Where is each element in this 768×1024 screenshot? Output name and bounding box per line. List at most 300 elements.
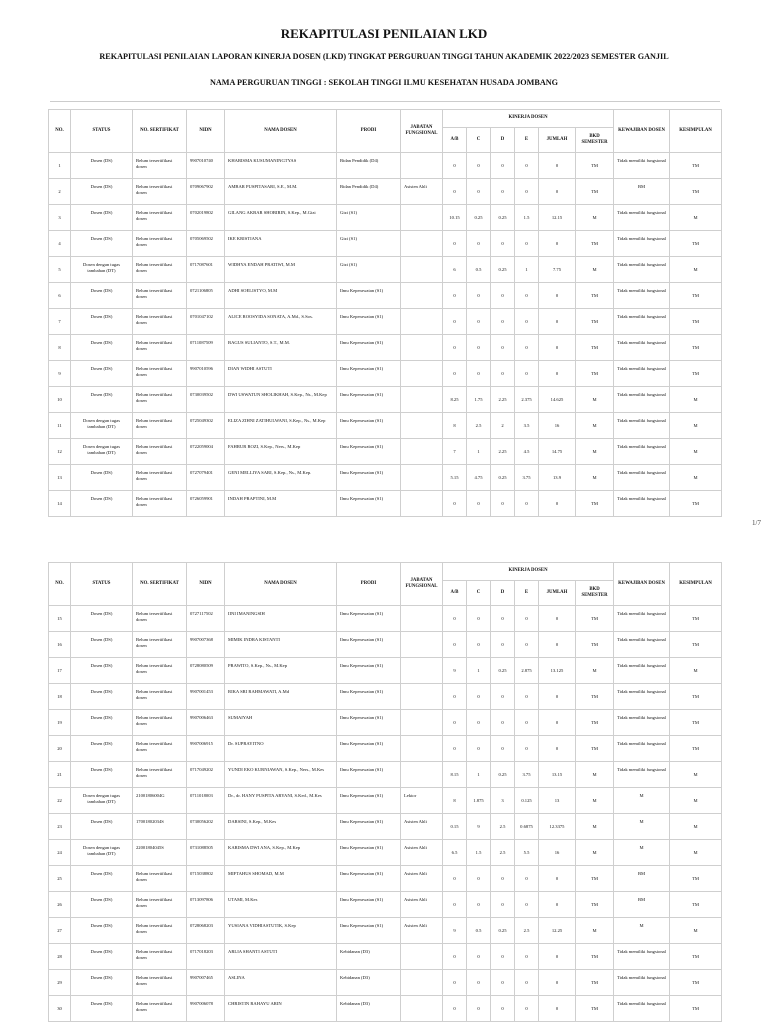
cell-ab: 9 — [443, 658, 467, 684]
table-row — [49, 632, 722, 658]
cell-no: 20 — [49, 736, 71, 762]
cell-kesimpulan: TM — [670, 970, 722, 996]
header-status: STATUS — [71, 563, 133, 606]
cell-nidn: 0721106805 — [187, 283, 225, 309]
table-row — [49, 361, 722, 387]
cell-jumlah: 12.15 — [539, 205, 576, 231]
cell-jabatan — [401, 684, 443, 710]
cell-kesimpulan: TM — [670, 153, 722, 179]
cell-nidn: 0722059004 — [187, 439, 225, 465]
cell-prodi: Ilmu Keperawatan (S1) — [337, 335, 401, 361]
cell-kesimpulan: TM — [670, 944, 722, 970]
cell-nidn: 0711018003 — [187, 788, 225, 814]
cell-prodi: Ilmu Keperawatan (S1) — [337, 309, 401, 335]
cell-c: 0 — [467, 632, 491, 658]
cell-d: 2.5 — [491, 814, 515, 840]
cell-kewajiban: M — [614, 840, 670, 866]
lkd-table-page-1 — [48, 109, 722, 517]
cell-c: 0 — [467, 335, 491, 361]
cell-d: 0.25 — [491, 205, 515, 231]
cell-kewajiban: Tidak memiliki fungsional — [614, 710, 670, 736]
cell-nama: ELIZA ZIHNI ZATIHULWANI, S.Kep., Ns., M.Kep — [225, 413, 337, 439]
cell-nidn: 0730039502 — [187, 387, 225, 413]
cell-e: 0 — [515, 179, 539, 205]
cell-nama: GENI MELLIYA SARI, S.Kep., Ns., M.Kep. — [225, 465, 337, 491]
cell-ab: 0 — [443, 944, 467, 970]
cell-nama: RIKA SRI RAHMAWATI, A.Md — [225, 684, 337, 710]
cell-d: 0 — [491, 892, 515, 918]
table-row — [49, 413, 722, 439]
cell-e: 0 — [515, 944, 539, 970]
cell-status: Dosen (DS) — [71, 710, 133, 736]
cell-kesimpulan: TM — [670, 491, 722, 517]
cell-ab: 0 — [443, 632, 467, 658]
cell-nidn: 0728068203 — [187, 918, 225, 944]
cell-c: 0 — [467, 491, 491, 517]
cell-no: 2 — [49, 179, 71, 205]
cell-jabatan — [401, 231, 443, 257]
cell-jabatan — [401, 491, 443, 517]
table-row — [49, 231, 722, 257]
table-row — [49, 892, 722, 918]
cell-kesimpulan: M — [670, 439, 722, 465]
cell-kewajiban: Tidak memiliki fungsional — [614, 606, 670, 632]
cell-c: 0 — [467, 944, 491, 970]
cell-jumlah: 0 — [539, 309, 576, 335]
cell-kesimpulan: M — [670, 788, 722, 814]
cell-nama: IKE KRISTIANA — [225, 231, 337, 257]
table-row — [49, 866, 722, 892]
cell-sertifikat: Belum tersertifikasi dosen — [133, 866, 187, 892]
cell-sertifikat: Belum tersertifikasi dosen — [133, 918, 187, 944]
header-e: E — [515, 128, 539, 153]
cell-status: Dosen dengan tugas tambahan (DT) — [71, 439, 133, 465]
cell-prodi: Ilmu Keperawatan (S1) — [337, 866, 401, 892]
cell-no: 30 — [49, 996, 71, 1022]
header-kinerja: KINERJA DOSEN — [443, 110, 614, 128]
cell-jumlah: 0 — [539, 944, 576, 970]
cell-nama: MIFTAHUS SHOMAD, M.M — [225, 866, 337, 892]
cell-status: Dosen (DS) — [71, 736, 133, 762]
cell-d: 0 — [491, 710, 515, 736]
cell-c: 2.5 — [467, 413, 491, 439]
cell-status: Dosen (DS) — [71, 491, 133, 517]
cell-jumlah: 7.75 — [539, 257, 576, 283]
cell-nama: WIDHYA ENDAH PRATIWI, M.M — [225, 257, 337, 283]
cell-jumlah: 13 — [539, 788, 576, 814]
cell-kewajiban: Tidak memiliki fungsional — [614, 970, 670, 996]
cell-nidn: 0715038802 — [187, 866, 225, 892]
table-row — [49, 606, 722, 632]
cell-nidn: 0730056202 — [187, 814, 225, 840]
header-bkd: BKD SEMESTER — [576, 128, 614, 153]
cell-prodi: Ilmu Keperawatan (S1) — [337, 465, 401, 491]
cell-e: 3.75 — [515, 465, 539, 491]
cell-jabatan — [401, 944, 443, 970]
cell-prodi: Ilmu Keperawatan (S1) — [337, 710, 401, 736]
cell-nama: DWI USWATUN SHOLIKHAH, S.Kep., Ns., M.Kep — [225, 387, 337, 413]
table-row — [49, 439, 722, 465]
cell-bkd: TM — [576, 970, 614, 996]
cell-kewajiban: Tidak memiliki fungsional — [614, 205, 670, 231]
cell-jabatan — [401, 283, 443, 309]
header-nidn: NIDN — [187, 563, 225, 606]
header-nidn: NIDN — [187, 110, 225, 153]
cell-e: 0 — [515, 892, 539, 918]
cell-prodi: Ilmu Keperawatan (S1) — [337, 736, 401, 762]
cell-sertifikat: Belum tersertifikasi dosen — [133, 413, 187, 439]
cell-e: 0.6875 — [515, 814, 539, 840]
cell-d: 0 — [491, 153, 515, 179]
table-row — [49, 205, 722, 231]
cell-e: 2.875 — [515, 658, 539, 684]
table-row — [49, 309, 722, 335]
cell-d: 2.25 — [491, 439, 515, 465]
cell-kesimpulan: M — [670, 658, 722, 684]
cell-d: 2 — [491, 413, 515, 439]
cell-ab: 10.15 — [443, 205, 467, 231]
cell-c: 0 — [467, 309, 491, 335]
cell-kesimpulan: M — [670, 918, 722, 944]
cell-d: 0 — [491, 283, 515, 309]
table-row — [49, 465, 722, 491]
cell-ab: 5.15 — [443, 465, 467, 491]
cell-e: 0 — [515, 606, 539, 632]
cell-jumlah: 0 — [539, 283, 576, 309]
cell-status: Dosen dengan tugas tambahan (DT) — [71, 788, 133, 814]
cell-jumlah: 12.25 — [539, 918, 576, 944]
cell-kesimpulan: TM — [670, 606, 722, 632]
header-kewajiban: KEWAJIBAN DOSEN — [614, 563, 670, 606]
cell-e: 0 — [515, 866, 539, 892]
cell-prodi: Kebidanan (D3) — [337, 970, 401, 996]
cell-bkd: TM — [576, 309, 614, 335]
cell-no: 26 — [49, 892, 71, 918]
cell-nama: KHARISMA KUSUMANINGTYAS — [225, 153, 337, 179]
cell-bkd: TM — [576, 606, 614, 632]
cell-status: Dosen (DS) — [71, 996, 133, 1022]
cell-status: Dosen (DS) — [71, 283, 133, 309]
cell-jabatan: Asisten Ahli — [401, 866, 443, 892]
cell-c: 1 — [467, 658, 491, 684]
institution-name: NAMA PERGURUAN TINGGI : SEKOLAH TINGGI ILMU KESEHATAN HUSADA JOMBANG — [209, 78, 559, 87]
cell-sertifikat: 21001806004G — [133, 788, 187, 814]
cell-d: 0 — [491, 632, 515, 658]
cell-jabatan — [401, 335, 443, 361]
cell-nidn: 9907006915 — [187, 736, 225, 762]
cell-sertifikat: Belum tersertifikasi dosen — [133, 179, 187, 205]
header-d: D — [491, 128, 515, 153]
cell-e: 0 — [515, 231, 539, 257]
cell-e: 0 — [515, 632, 539, 658]
cell-ab: 6 — [443, 257, 467, 283]
cell-jumlah: 0 — [539, 684, 576, 710]
cell-e: 0 — [515, 996, 539, 1022]
cell-ab: 0 — [443, 684, 467, 710]
cell-jabatan: Lektor — [401, 788, 443, 814]
cell-prodi: Ilmu Keperawatan (S1) — [337, 892, 401, 918]
cell-kesimpulan: TM — [670, 335, 722, 361]
cell-sertifikat: Belum tersertifikasi dosen — [133, 387, 187, 413]
cell-c: 0 — [467, 231, 491, 257]
cell-sertifikat: Belum tersertifikasi dosen — [133, 361, 187, 387]
cell-nidn: 0702019802 — [187, 205, 225, 231]
table-row — [49, 710, 722, 736]
cell-prodi: Ilmu Keperawatan (S1) — [337, 788, 401, 814]
cell-nama: PRAWITO, S.Kep., Ns., M.Kep — [225, 658, 337, 684]
cell-kewajiban: Tidak memiliki fungsional — [614, 361, 670, 387]
cell-nidn: 9907010596 — [187, 361, 225, 387]
cell-nama: BAGUS SULIANTO, S.T., M.M. — [225, 335, 337, 361]
cell-d: 0 — [491, 970, 515, 996]
cell-kesimpulan: TM — [670, 179, 722, 205]
report-title: REKAPITULASI PENILAIAN LKD — [280, 26, 488, 41]
header-prodi: PRODI — [337, 563, 401, 606]
cell-nidn: 0711087509 — [187, 335, 225, 361]
cell-no: 18 — [49, 684, 71, 710]
cell-sertifikat: 22001804045S — [133, 840, 187, 866]
cell-nama: Dr., dr. HANY PUSPITA ARYANI, S.Ked., M.Kes — [225, 788, 337, 814]
cell-nama: DARSINI, S.Kep., M.Kes — [225, 814, 337, 840]
cell-jabatan — [401, 465, 443, 491]
header-no: NO. — [49, 110, 71, 153]
cell-status: Dosen (DS) — [71, 632, 133, 658]
cell-ab: 0 — [443, 970, 467, 996]
cell-no: 4 — [49, 231, 71, 257]
cell-e: 2.5 — [515, 918, 539, 944]
cell-nidn: 0709067902 — [187, 179, 225, 205]
header-no: NO. — [49, 563, 71, 606]
header-kewajiban: KEWAJIBAN DOSEN — [614, 110, 670, 153]
cell-e: 3.5 — [515, 413, 539, 439]
cell-status: Dosen (DS) — [71, 387, 133, 413]
cell-no: 12 — [49, 439, 71, 465]
cell-c: 1.5 — [467, 840, 491, 866]
cell-kewajiban: Tidak memiliki fungsional — [614, 491, 670, 517]
cell-status: Dosen (DS) — [71, 918, 133, 944]
cell-e: 5.5 — [515, 840, 539, 866]
cell-kewajiban: Tidak memiliki fungsional — [614, 153, 670, 179]
cell-no: 21 — [49, 762, 71, 788]
cell-nidn: 9907007368 — [187, 632, 225, 658]
cell-sertifikat: Belum tersertifikasi dosen — [133, 465, 187, 491]
cell-d: 2.5 — [491, 840, 515, 866]
cell-sertifikat: Belum tersertifikasi dosen — [133, 153, 187, 179]
cell-jumlah: 0 — [539, 153, 576, 179]
cell-e: 0 — [515, 491, 539, 517]
cell-jabatan: Asisten Ahli — [401, 814, 443, 840]
cell-status: Dosen (DS) — [71, 309, 133, 335]
table-row — [49, 840, 722, 866]
cell-sertifikat: Belum tersertifikasi dosen — [133, 762, 187, 788]
cell-kewajiban: Tidak memiliki fungsional — [614, 439, 670, 465]
cell-ab: 0 — [443, 361, 467, 387]
cell-bkd: TM — [576, 996, 614, 1022]
cell-jumlah: 0 — [539, 970, 576, 996]
table-row — [49, 153, 722, 179]
cell-no: 17 — [49, 658, 71, 684]
cell-c: 1 — [467, 439, 491, 465]
cell-prodi: Ilmu Keperawatan (S1) — [337, 491, 401, 517]
cell-bkd: TM — [576, 361, 614, 387]
cell-no: 16 — [49, 632, 71, 658]
cell-no: 11 — [49, 413, 71, 439]
cell-sertifikat: Belum tersertifikasi dosen — [133, 996, 187, 1022]
cell-c: 1 — [467, 762, 491, 788]
cell-status: Dosen (DS) — [71, 231, 133, 257]
cell-nidn: 0726059901 — [187, 491, 225, 517]
cell-kewajiban: Tidak memiliki fungsional — [614, 762, 670, 788]
cell-jumlah: 13.125 — [539, 658, 576, 684]
table-header — [49, 563, 722, 606]
cell-prodi: Bidan Pendidik (D4) — [337, 153, 401, 179]
cell-nama: AMBAR PUSPITASARI, S.E., M.M. — [225, 179, 337, 205]
header-e: E — [515, 581, 539, 606]
cell-prodi: Ilmu Keperawatan (S1) — [337, 283, 401, 309]
cell-kewajiban: Tidak memiliki fungsional — [614, 996, 670, 1022]
cell-status: Dosen (DS) — [71, 153, 133, 179]
cell-nidn: 0701047102 — [187, 309, 225, 335]
cell-ab: 0 — [443, 335, 467, 361]
cell-bkd: TM — [576, 892, 614, 918]
cell-no: 7 — [49, 309, 71, 335]
header-kesimpulan: KESIMPULAN — [670, 563, 722, 606]
cell-c: 0.25 — [467, 205, 491, 231]
cell-bkd: TM — [576, 632, 614, 658]
cell-kesimpulan: TM — [670, 684, 722, 710]
cell-nidn: 9907006078 — [187, 996, 225, 1022]
cell-no: 5 — [49, 257, 71, 283]
cell-kesimpulan: M — [670, 257, 722, 283]
cell-bkd: M — [576, 658, 614, 684]
cell-jabatan — [401, 606, 443, 632]
cell-jumlah: 0 — [539, 491, 576, 517]
cell-jabatan — [401, 153, 443, 179]
cell-nidn: 9907001453 — [187, 684, 225, 710]
cell-prodi: Ilmu Keperawatan (S1) — [337, 361, 401, 387]
cell-d: 0 — [491, 606, 515, 632]
cell-nama: YUNDI EKO KURNIAWAN, S.Kep., Ners., M.Kes — [225, 762, 337, 788]
cell-jumlah: 14.625 — [539, 387, 576, 413]
cell-prodi: Ilmu Keperawatan (S1) — [337, 762, 401, 788]
cell-jumlah: 16 — [539, 840, 576, 866]
cell-prodi: Ilmu Keperawatan (S1) — [337, 632, 401, 658]
cell-status: Dosen (DS) — [71, 892, 133, 918]
cell-kesimpulan: TM — [670, 632, 722, 658]
cell-bkd: TM — [576, 684, 614, 710]
table-row — [49, 918, 722, 944]
header-status: STATUS — [71, 110, 133, 153]
cell-nama: UTAMI, M.Kes — [225, 892, 337, 918]
cell-e: 0 — [515, 710, 539, 736]
cell-no: 10 — [49, 387, 71, 413]
cell-nidn: 0727079401 — [187, 465, 225, 491]
cell-no: 19 — [49, 710, 71, 736]
cell-sertifikat: Belum tersertifikasi dosen — [133, 231, 187, 257]
cell-kewajiban: BM — [614, 179, 670, 205]
cell-d: 0.25 — [491, 762, 515, 788]
cell-e: 0 — [515, 283, 539, 309]
cell-ab: 0.15 — [443, 814, 467, 840]
cell-status: Dosen (DS) — [71, 944, 133, 970]
header-c: C — [467, 581, 491, 606]
cell-ab: 0 — [443, 996, 467, 1022]
cell-status: Dosen (DS) — [71, 606, 133, 632]
cell-d: 0 — [491, 231, 515, 257]
cell-nidn: 9907006463 — [187, 710, 225, 736]
cell-bkd: TM — [576, 231, 614, 257]
cell-bkd: TM — [576, 283, 614, 309]
cell-jumlah: 12.3375 — [539, 814, 576, 840]
cell-d: 0.25 — [491, 658, 515, 684]
cell-kesimpulan: M — [670, 840, 722, 866]
cell-no: 27 — [49, 918, 71, 944]
cell-kewajiban: M — [614, 788, 670, 814]
cell-kesimpulan: TM — [670, 361, 722, 387]
cell-no: 13 — [49, 465, 71, 491]
cell-bkd: M — [576, 205, 614, 231]
cell-ab: 0 — [443, 153, 467, 179]
cell-c: 0 — [467, 736, 491, 762]
header-sertifikat: NO. SERTIFIKAT — [133, 563, 187, 606]
cell-jabatan — [401, 762, 443, 788]
cell-c: 0 — [467, 684, 491, 710]
cell-e: 0.125 — [515, 788, 539, 814]
cell-status: Dosen (DS) — [71, 814, 133, 840]
cell-nama: ADHI SOELISTYO, M.M — [225, 283, 337, 309]
header-kesimpulan: KESIMPULAN — [670, 110, 722, 153]
cell-c: 0 — [467, 153, 491, 179]
cell-bkd: M — [576, 413, 614, 439]
cell-nama: YUSIANA VIDHIASTUTIK, S.Kep — [225, 918, 337, 944]
cell-kesimpulan: TM — [670, 283, 722, 309]
cell-jabatan — [401, 309, 443, 335]
cell-kesimpulan: M — [670, 205, 722, 231]
cell-status: Dosen dengan tugas tambahan (DT) — [71, 413, 133, 439]
cell-bkd: TM — [576, 491, 614, 517]
cell-status: Dosen dengan tugas tambahan (DT) — [71, 840, 133, 866]
cell-kesimpulan: TM — [670, 231, 722, 257]
cell-jabatan — [401, 205, 443, 231]
divider — [50, 101, 720, 102]
cell-nama: ARLIA SHANTI ASTUTI — [225, 944, 337, 970]
cell-status: Dosen (DS) — [71, 658, 133, 684]
cell-jabatan — [401, 710, 443, 736]
cell-jumlah: 0 — [539, 179, 576, 205]
cell-c: 0.5 — [467, 257, 491, 283]
cell-kesimpulan: M — [670, 814, 722, 840]
cell-sertifikat: Belum tersertifikasi dosen — [133, 710, 187, 736]
cell-nama: CHRISTIN RAHAYU ARIN — [225, 996, 337, 1022]
cell-nidn: 0728080509 — [187, 658, 225, 684]
cell-no: 6 — [49, 283, 71, 309]
cell-jumlah: 13.15 — [539, 762, 576, 788]
header-nama: NAMA DOSEN — [225, 110, 337, 153]
cell-jumlah: 0 — [539, 892, 576, 918]
cell-kesimpulan: TM — [670, 892, 722, 918]
cell-sertifikat: Belum tersertifikasi dosen — [133, 684, 187, 710]
cell-kewajiban: Tidak memiliki fungsional — [614, 387, 670, 413]
cell-e: 0 — [515, 736, 539, 762]
table-row — [49, 944, 722, 970]
cell-status: Dosen (DS) — [71, 179, 133, 205]
cell-ab: 0 — [443, 866, 467, 892]
table-row — [49, 970, 722, 996]
cell-no: 25 — [49, 866, 71, 892]
cell-nidn: 9907007465 — [187, 970, 225, 996]
table-row — [49, 283, 722, 309]
cell-prodi: Ilmu Keperawatan (S1) — [337, 413, 401, 439]
